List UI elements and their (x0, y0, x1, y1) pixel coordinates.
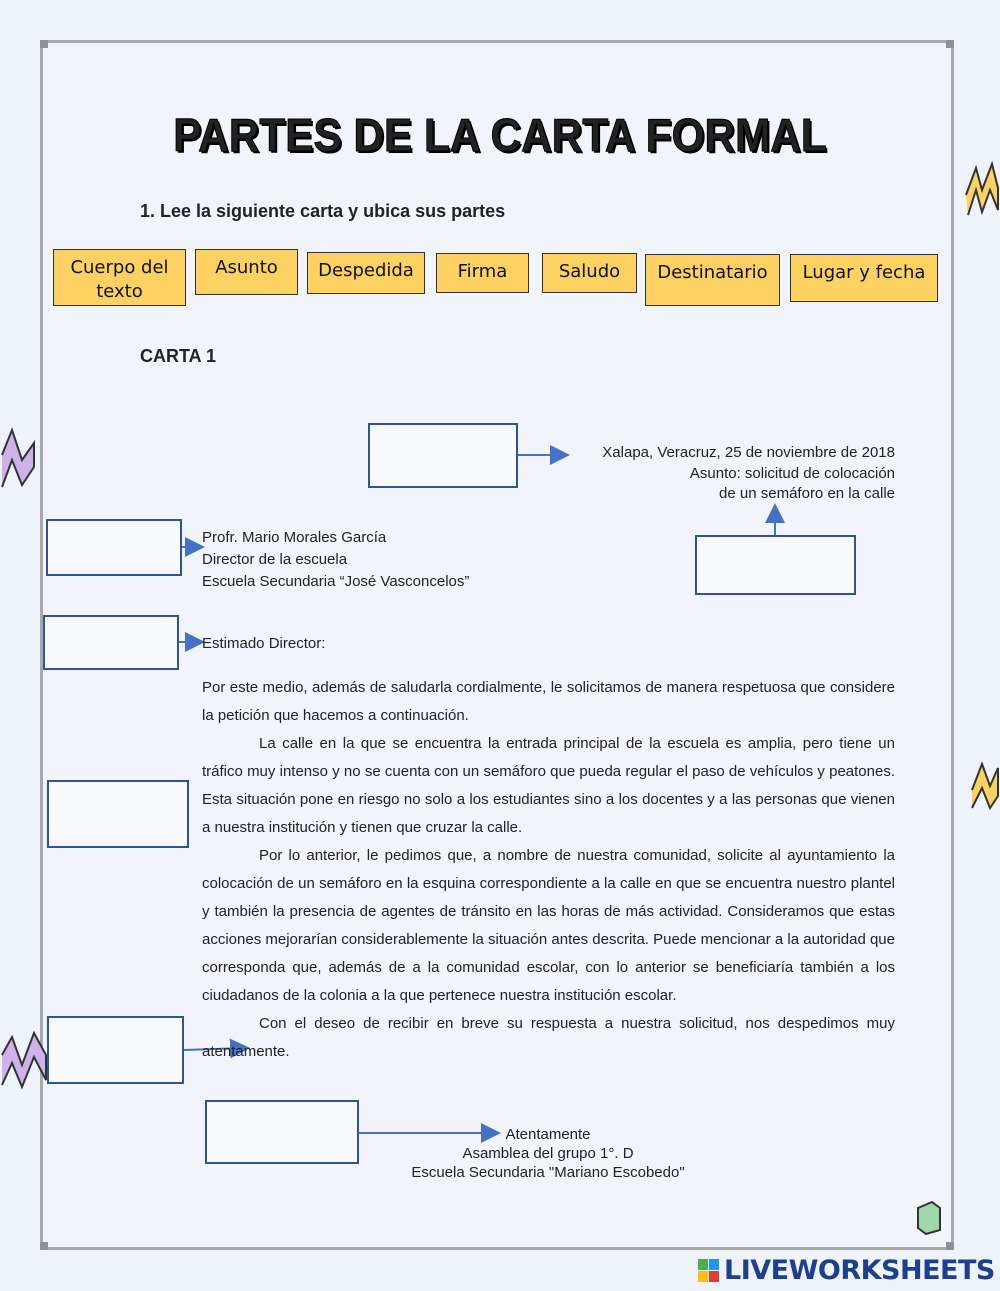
place-date: Xalapa, Veracruz, 25 de noviembre de 2018 (602, 444, 895, 461)
letter-body (202, 674, 895, 1066)
subject-line: de un semáforo en la calle (719, 485, 895, 502)
closing-paragraph: Con el deseo de recibir en breve su respuesta a nuestra solicitud, nos despedimos muy atentamente. (202, 1015, 895, 1060)
closing: Atentamente (505, 1126, 591, 1143)
recipient-line: Director de la escuela (202, 551, 348, 568)
option-saludo[interactable]: Saludo (542, 253, 637, 293)
signature-line: Escuela Secundaria "Mariano Escobedo" (411, 1164, 685, 1181)
option-lugar-y-fecha[interactable]: Lugar y fecha (790, 254, 938, 302)
option-firma[interactable]: Firma (436, 253, 529, 293)
letter-heading: CARTA 1 (140, 346, 216, 366)
greeting: Estimado Director: (202, 635, 326, 652)
recipient-line: Escuela Secundaria “José Vasconcelos” (202, 573, 470, 590)
option-asunto[interactable]: Asunto (195, 249, 298, 295)
option-cuerpo-del-texto[interactable]: Cuerpo del texto (53, 249, 186, 306)
page-title: PARTES DE LA CARTA FORMAL (173, 109, 827, 161)
signature-line: Asamblea del grupo 1°. D (462, 1145, 634, 1162)
option-despedida[interactable]: Despedida (307, 252, 425, 294)
recipient-line: Profr. Mario Morales García (202, 529, 387, 546)
body-paragraph: Por este medio, además de saludarla cordialmente, le solicitamos de manera respetuosa que considere la petición que hacemos a continuación. (202, 679, 895, 724)
liveworksheets-logo-icon (698, 1259, 720, 1283)
option-destinatario[interactable]: Destinatario (645, 254, 780, 306)
instruction-text: 1. Lee la siguiente carta y ubica sus partes (140, 201, 506, 221)
body-paragraph: La calle en la que se encuentra la entrada principal de la escuela es amplia, pero tiene un tráfico muy intenso y no se cuenta con un semáforo que pueda regular el paso de vehículos y peatones. Esta situación pone en riesgo no solo a los estudiantes sino a los docentes y a las personas que vienen a nuestra institución y tienen que cruzar la calle. (202, 735, 895, 836)
body-paragraph: Por lo anterior, le pedimos que, a nombre de nuestra comunidad, solicite al ayuntamiento la colocación de un semáforo en la esquina correspondiente a la calle en que se encuentra nuestro plantel y también la presencia de agentes de tránsito en las horas de más actividad. Consideramos que estas acciones mejorarían considerablemente la situación antes descrita. Puede mencionar a la autoridad que corresponda que, además de a la comunidad escolar, con lo anterior se beneficiaría también a los ciudadanos de la colonia a la que pertenece nuestra institución escolar. (202, 847, 895, 1004)
subject-line: Asunto: solicitud de colocación (689, 465, 895, 482)
brand-logo-text[interactable]: LIVEWORKSHEETS (724, 1255, 995, 1286)
